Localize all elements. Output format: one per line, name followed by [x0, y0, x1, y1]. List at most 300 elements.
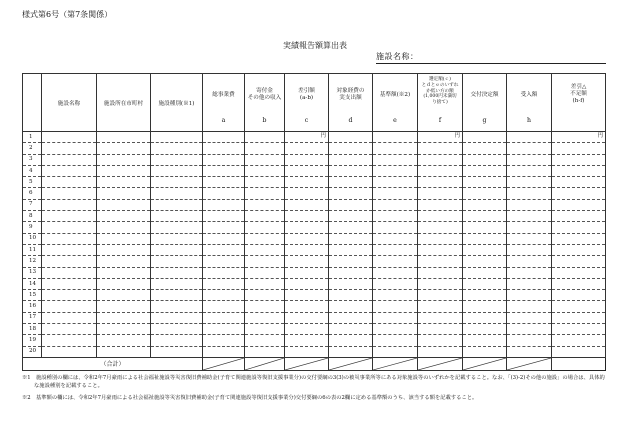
row-number: 16 — [23, 301, 42, 312]
table-row — [23, 290, 606, 301]
table-cell[interactable] — [507, 165, 552, 176]
table-cell[interactable] — [329, 211, 373, 222]
table-cell[interactable] — [463, 346, 507, 357]
table-cell[interactable] — [463, 165, 507, 176]
table-cell[interactable] — [203, 301, 245, 312]
table-cell[interactable] — [507, 177, 552, 188]
row-number: 19 — [23, 335, 42, 346]
table-cell[interactable] — [285, 154, 329, 165]
table-cell[interactable] — [373, 324, 418, 335]
table-cell[interactable] — [203, 267, 245, 278]
table-cell[interactable] — [418, 301, 463, 312]
table-cell[interactable] — [507, 244, 552, 255]
table-cell[interactable] — [552, 278, 606, 289]
table-cell[interactable] — [507, 278, 552, 289]
table-cell[interactable] — [203, 165, 245, 176]
table-cell[interactable] — [151, 335, 203, 346]
table-cell[interactable] — [373, 335, 418, 346]
table-cell[interactable] — [507, 188, 552, 199]
header-received: 受入額 h — [507, 74, 552, 132]
table-cell[interactable] — [42, 188, 97, 199]
table-cell[interactable] — [245, 346, 285, 357]
table-cell[interactable] — [245, 301, 285, 312]
header-number — [23, 74, 42, 132]
table-cell[interactable] — [418, 256, 463, 267]
table-cell[interactable] — [552, 301, 606, 312]
table-cell[interactable] — [329, 177, 373, 188]
table-cell[interactable] — [245, 222, 285, 233]
total-cell-g — [463, 357, 507, 370]
table-cell[interactable] — [203, 346, 245, 357]
table-cell[interactable] — [552, 211, 606, 222]
table-cell[interactable] — [151, 154, 203, 165]
table-cell[interactable] — [97, 222, 151, 233]
table-cell[interactable] — [151, 301, 203, 312]
table-cell[interactable] — [151, 211, 203, 222]
table-cell[interactable] — [552, 143, 606, 154]
header-municipality: 施設所在市町村 — [97, 74, 151, 132]
notes — [22, 374, 610, 406]
table-cell[interactable] — [245, 233, 285, 244]
header-target-expense: 対象経費の 実支出額 d — [329, 74, 373, 132]
table-row — [23, 256, 606, 267]
table-cell[interactable] — [507, 154, 552, 165]
table-cell[interactable] — [329, 188, 373, 199]
table-cell[interactable] — [507, 267, 552, 278]
table-cell[interactable] — [97, 244, 151, 255]
table-cell[interactable] — [463, 312, 507, 323]
form-number: 様式第6号（第7条関係） — [22, 10, 113, 19]
table-cell[interactable] — [285, 233, 329, 244]
table-cell[interactable] — [463, 188, 507, 199]
table-cell[interactable] — [507, 301, 552, 312]
table-row — [23, 199, 606, 210]
table-cell[interactable] — [507, 132, 552, 143]
table-cell[interactable] — [373, 177, 418, 188]
table-cell[interactable] — [42, 324, 97, 335]
table-cell[interactable] — [329, 301, 373, 312]
table-cell[interactable] — [507, 143, 552, 154]
table-cell[interactable] — [285, 177, 329, 188]
table-cell[interactable] — [97, 290, 151, 301]
table-cell[interactable] — [373, 154, 418, 165]
table-cell[interactable] — [245, 188, 285, 199]
table-cell[interactable] — [418, 335, 463, 346]
table-cell[interactable] — [285, 278, 329, 289]
table-cell[interactable] — [507, 335, 552, 346]
table-cell[interactable] — [552, 188, 606, 199]
table-cell[interactable] — [97, 233, 151, 244]
table-cell[interactable] — [373, 256, 418, 267]
table-cell[interactable] — [552, 177, 606, 188]
table-cell[interactable] — [42, 177, 97, 188]
table-cell[interactable] — [245, 324, 285, 335]
header-shortage: 差引△ 不足額 (h-f) — [552, 74, 606, 132]
table-cell[interactable] — [463, 199, 507, 210]
table-row — [23, 267, 606, 278]
yen-unit[interactable]: 円 — [418, 132, 463, 143]
table-cell[interactable] — [329, 312, 373, 323]
table-cell[interactable] — [42, 211, 97, 222]
row-number: 17 — [23, 312, 42, 323]
table-cell[interactable] — [329, 143, 373, 154]
table-cell[interactable] — [245, 165, 285, 176]
table-cell[interactable] — [42, 233, 97, 244]
table-cell[interactable] — [245, 290, 285, 301]
table-cell[interactable] — [552, 290, 606, 301]
table-cell[interactable] — [463, 324, 507, 335]
table-cell[interactable] — [245, 256, 285, 267]
table-cell[interactable] — [373, 267, 418, 278]
table-cell[interactable] — [552, 165, 606, 176]
table-cell[interactable] — [552, 233, 606, 244]
total-cell-d — [329, 357, 373, 370]
table-cell[interactable] — [463, 278, 507, 289]
table-cell[interactable] — [42, 143, 97, 154]
table-cell[interactable] — [329, 335, 373, 346]
table-cell[interactable] — [552, 199, 606, 210]
table-cell[interactable] — [203, 222, 245, 233]
table-cell[interactable] — [203, 324, 245, 335]
table-cell[interactable] — [552, 222, 606, 233]
table-cell[interactable] — [285, 324, 329, 335]
table-cell[interactable] — [151, 312, 203, 323]
row-number: 7 — [23, 199, 42, 210]
table-cell[interactable] — [245, 244, 285, 255]
table-cell[interactable] — [463, 233, 507, 244]
table-cell[interactable] — [151, 244, 203, 255]
table-cell[interactable] — [463, 177, 507, 188]
table-cell[interactable] — [285, 211, 329, 222]
table-cell[interactable] — [463, 290, 507, 301]
total-cell-c — [285, 357, 329, 370]
table-row — [23, 278, 606, 289]
table-cell[interactable] — [552, 312, 606, 323]
table-cell[interactable] — [329, 290, 373, 301]
table-cell[interactable] — [373, 211, 418, 222]
table-cell[interactable] — [463, 335, 507, 346]
table-cell[interactable] — [245, 177, 285, 188]
table-cell[interactable] — [42, 346, 97, 357]
table-cell[interactable] — [151, 199, 203, 210]
table-cell[interactable] — [97, 177, 151, 188]
facility-name-label: 施設名称： — [376, 52, 419, 61]
table-cell[interactable] — [552, 154, 606, 165]
table-cell[interactable] — [507, 290, 552, 301]
table-cell[interactable] — [373, 290, 418, 301]
table-cell[interactable] — [507, 199, 552, 210]
header-facility-name: 施設名称 — [42, 74, 97, 132]
table-cell[interactable] — [329, 165, 373, 176]
table-cell[interactable] — [203, 312, 245, 323]
table-cell[interactable] — [151, 165, 203, 176]
table-cell[interactable] — [463, 222, 507, 233]
table-cell[interactable] — [373, 132, 418, 143]
table-cell[interactable] — [151, 188, 203, 199]
total-cell-a — [203, 357, 245, 370]
table-cell[interactable] — [329, 154, 373, 165]
table-row — [23, 154, 606, 165]
table-cell[interactable] — [42, 312, 97, 323]
table-cell[interactable] — [463, 132, 507, 143]
table-row — [23, 346, 606, 357]
table-cell[interactable] — [203, 143, 245, 154]
table-cell[interactable] — [97, 301, 151, 312]
table-cell[interactable] — [97, 267, 151, 278]
table-cell[interactable] — [285, 199, 329, 210]
table-cell[interactable] — [42, 132, 97, 143]
table-cell[interactable] — [373, 165, 418, 176]
table-cell[interactable] — [418, 222, 463, 233]
table-cell[interactable] — [552, 244, 606, 255]
table-cell[interactable] — [245, 199, 285, 210]
total-cell-shortage[interactable] — [552, 357, 606, 370]
table-cell[interactable] — [418, 278, 463, 289]
table-cell[interactable] — [329, 233, 373, 244]
table-cell[interactable] — [97, 211, 151, 222]
table-cell[interactable] — [97, 132, 151, 143]
table-cell[interactable] — [373, 143, 418, 154]
table-row — [23, 165, 606, 176]
yen-unit[interactable]: 円 — [552, 132, 606, 143]
table-cell[interactable] — [203, 278, 245, 289]
table-cell[interactable] — [97, 165, 151, 176]
table-cell[interactable] — [151, 267, 203, 278]
table-cell[interactable] — [245, 335, 285, 346]
table-cell[interactable] — [203, 233, 245, 244]
table-cell[interactable] — [245, 312, 285, 323]
table-cell[interactable] — [463, 211, 507, 222]
table-cell[interactable] — [245, 267, 285, 278]
table-cell[interactable] — [463, 267, 507, 278]
table-cell[interactable] — [418, 143, 463, 154]
table-cell[interactable] — [552, 335, 606, 346]
total-cell-h — [507, 357, 552, 370]
table-row — [23, 211, 606, 222]
table-cell[interactable] — [329, 346, 373, 357]
table-cell[interactable] — [373, 312, 418, 323]
row-number: 10 — [23, 233, 42, 244]
table-cell[interactable] — [42, 256, 97, 267]
table-cell[interactable] — [245, 132, 285, 143]
table-cell[interactable] — [329, 324, 373, 335]
facility-name-field[interactable] — [376, 51, 606, 64]
yen-unit[interactable]: 円 — [285, 132, 329, 143]
total-cell-b — [245, 357, 285, 370]
table-cell[interactable] — [418, 233, 463, 244]
table-cell[interactable] — [418, 244, 463, 255]
table-cell[interactable] — [507, 312, 552, 323]
table-cell[interactable] — [418, 312, 463, 323]
table-cell[interactable] — [552, 324, 606, 335]
table-cell[interactable] — [329, 132, 373, 143]
table-cell[interactable] — [463, 244, 507, 255]
table-row — [23, 324, 606, 335]
row-number: 1 — [23, 132, 42, 143]
table-cell[interactable] — [418, 199, 463, 210]
table-cell[interactable] — [97, 346, 151, 357]
table-cell[interactable] — [42, 290, 97, 301]
table-cell[interactable] — [203, 290, 245, 301]
table-cell[interactable] — [151, 290, 203, 301]
table-cell[interactable] — [97, 154, 151, 165]
table-cell[interactable] — [329, 256, 373, 267]
table-cell[interactable] — [97, 324, 151, 335]
row-number: 5 — [23, 177, 42, 188]
table-cell[interactable] — [463, 143, 507, 154]
header-difference: 差引額 (a-b) c — [285, 74, 329, 132]
row-number: 9 — [23, 222, 42, 233]
table-cell[interactable] — [97, 188, 151, 199]
row-number: 2 — [23, 143, 42, 154]
table-cell[interactable] — [151, 233, 203, 244]
table-cell[interactable] — [329, 278, 373, 289]
row-number: 15 — [23, 290, 42, 301]
table-row — [23, 132, 606, 143]
table-cell[interactable] — [285, 256, 329, 267]
table-cell[interactable] — [373, 233, 418, 244]
table-cell[interactable] — [285, 222, 329, 233]
table-cell[interactable] — [285, 244, 329, 255]
row-number: 8 — [23, 211, 42, 222]
row-number: 20 — [23, 346, 42, 357]
table-cell[interactable] — [418, 177, 463, 188]
row-number: 3 — [23, 154, 42, 165]
table-cell[interactable] — [329, 267, 373, 278]
table-cell[interactable] — [203, 256, 245, 267]
table-cell[interactable] — [285, 267, 329, 278]
table-cell[interactable] — [285, 335, 329, 346]
table-cell[interactable] — [418, 346, 463, 357]
table-row — [23, 188, 606, 199]
header-donation: 寄付金 その他の収入 b — [245, 74, 285, 132]
table-cell[interactable] — [42, 335, 97, 346]
table-cell[interactable] — [203, 199, 245, 210]
table-cell[interactable] — [507, 346, 552, 357]
table-cell[interactable] — [373, 244, 418, 255]
table-cell[interactable] — [151, 222, 203, 233]
table-cell[interactable] — [203, 211, 245, 222]
table-cell[interactable] — [285, 165, 329, 176]
table-cell[interactable] — [151, 278, 203, 289]
header-selected-amount: 選定額(ｃ) とｄとｅのいずれ か低い方の額 (1,000円未満切 り捨て) f — [418, 74, 463, 132]
table-row — [23, 335, 606, 346]
table-cell[interactable] — [151, 256, 203, 267]
table-cell[interactable] — [552, 346, 606, 357]
header-facility-type: 施設種別(※1) — [151, 74, 203, 132]
table-cell[interactable] — [285, 301, 329, 312]
table-cell[interactable] — [507, 256, 552, 267]
table-cell[interactable] — [203, 132, 245, 143]
table-cell[interactable] — [151, 132, 203, 143]
table-cell[interactable] — [463, 301, 507, 312]
table-row — [23, 301, 606, 312]
table-cell[interactable] — [203, 244, 245, 255]
table-cell[interactable] — [507, 324, 552, 335]
table-cell[interactable] — [97, 335, 151, 346]
table-cell[interactable] — [373, 188, 418, 199]
table-cell[interactable] — [285, 312, 329, 323]
table-cell[interactable] — [552, 256, 606, 267]
table-cell[interactable] — [418, 324, 463, 335]
table-cell[interactable] — [245, 143, 285, 154]
table-cell[interactable] — [373, 199, 418, 210]
table-cell[interactable] — [42, 165, 97, 176]
table-cell[interactable] — [507, 222, 552, 233]
row-number: 14 — [23, 278, 42, 289]
table-cell[interactable] — [151, 346, 203, 357]
row-number: 13 — [23, 267, 42, 278]
table-cell[interactable] — [418, 211, 463, 222]
row-number: 12 — [23, 256, 42, 267]
table-cell[interactable] — [373, 278, 418, 289]
table-cell[interactable] — [418, 165, 463, 176]
table-cell[interactable] — [97, 199, 151, 210]
table-cell[interactable] — [151, 324, 203, 335]
table-cell[interactable] — [42, 244, 97, 255]
table-cell[interactable] — [329, 199, 373, 210]
table-cell[interactable] — [552, 267, 606, 278]
table-cell[interactable] — [97, 143, 151, 154]
total-row — [23, 357, 606, 370]
table-cell[interactable] — [329, 244, 373, 255]
table-cell[interactable] — [507, 233, 552, 244]
table-cell[interactable] — [329, 222, 373, 233]
table-cell[interactable] — [97, 256, 151, 267]
table-cell[interactable] — [42, 278, 97, 289]
header-grant-decision: 交付決定額 g — [463, 74, 507, 132]
table-cell[interactable] — [203, 188, 245, 199]
total-cell-e — [373, 357, 418, 370]
table-cell[interactable] — [373, 222, 418, 233]
table-cell[interactable] — [418, 267, 463, 278]
table-cell[interactable] — [418, 154, 463, 165]
table-row — [23, 222, 606, 233]
table-cell[interactable] — [42, 154, 97, 165]
table-cell[interactable] — [245, 154, 285, 165]
row-number: 18 — [23, 324, 42, 335]
table-cell[interactable] — [42, 267, 97, 278]
table-cell[interactable] — [373, 346, 418, 357]
table-cell[interactable] — [373, 301, 418, 312]
table-cell[interactable] — [151, 177, 203, 188]
table-cell[interactable] — [203, 177, 245, 188]
table-cell[interactable] — [285, 143, 329, 154]
table-cell[interactable] — [285, 188, 329, 199]
table-row — [23, 244, 606, 255]
table-cell[interactable] — [463, 256, 507, 267]
table-cell[interactable] — [203, 335, 245, 346]
table-cell[interactable] — [418, 290, 463, 301]
table-cell[interactable] — [97, 312, 151, 323]
table-cell[interactable] — [42, 199, 97, 210]
table-cell[interactable] — [203, 154, 245, 165]
table-cell[interactable] — [507, 211, 552, 222]
table-cell[interactable] — [418, 188, 463, 199]
table-cell[interactable] — [285, 346, 329, 357]
table-cell[interactable] — [42, 222, 97, 233]
table-cell[interactable] — [463, 154, 507, 165]
table-cell[interactable] — [245, 211, 285, 222]
table-cell[interactable] — [97, 278, 151, 289]
table-cell[interactable] — [42, 301, 97, 312]
header-total-cost: 総事業費 a — [203, 74, 245, 132]
table-cell[interactable] — [245, 278, 285, 289]
document-title: 実績報告額算出表 — [283, 41, 347, 50]
table-cell[interactable] — [151, 143, 203, 154]
header-row — [23, 74, 606, 132]
table-cell[interactable] — [285, 290, 329, 301]
